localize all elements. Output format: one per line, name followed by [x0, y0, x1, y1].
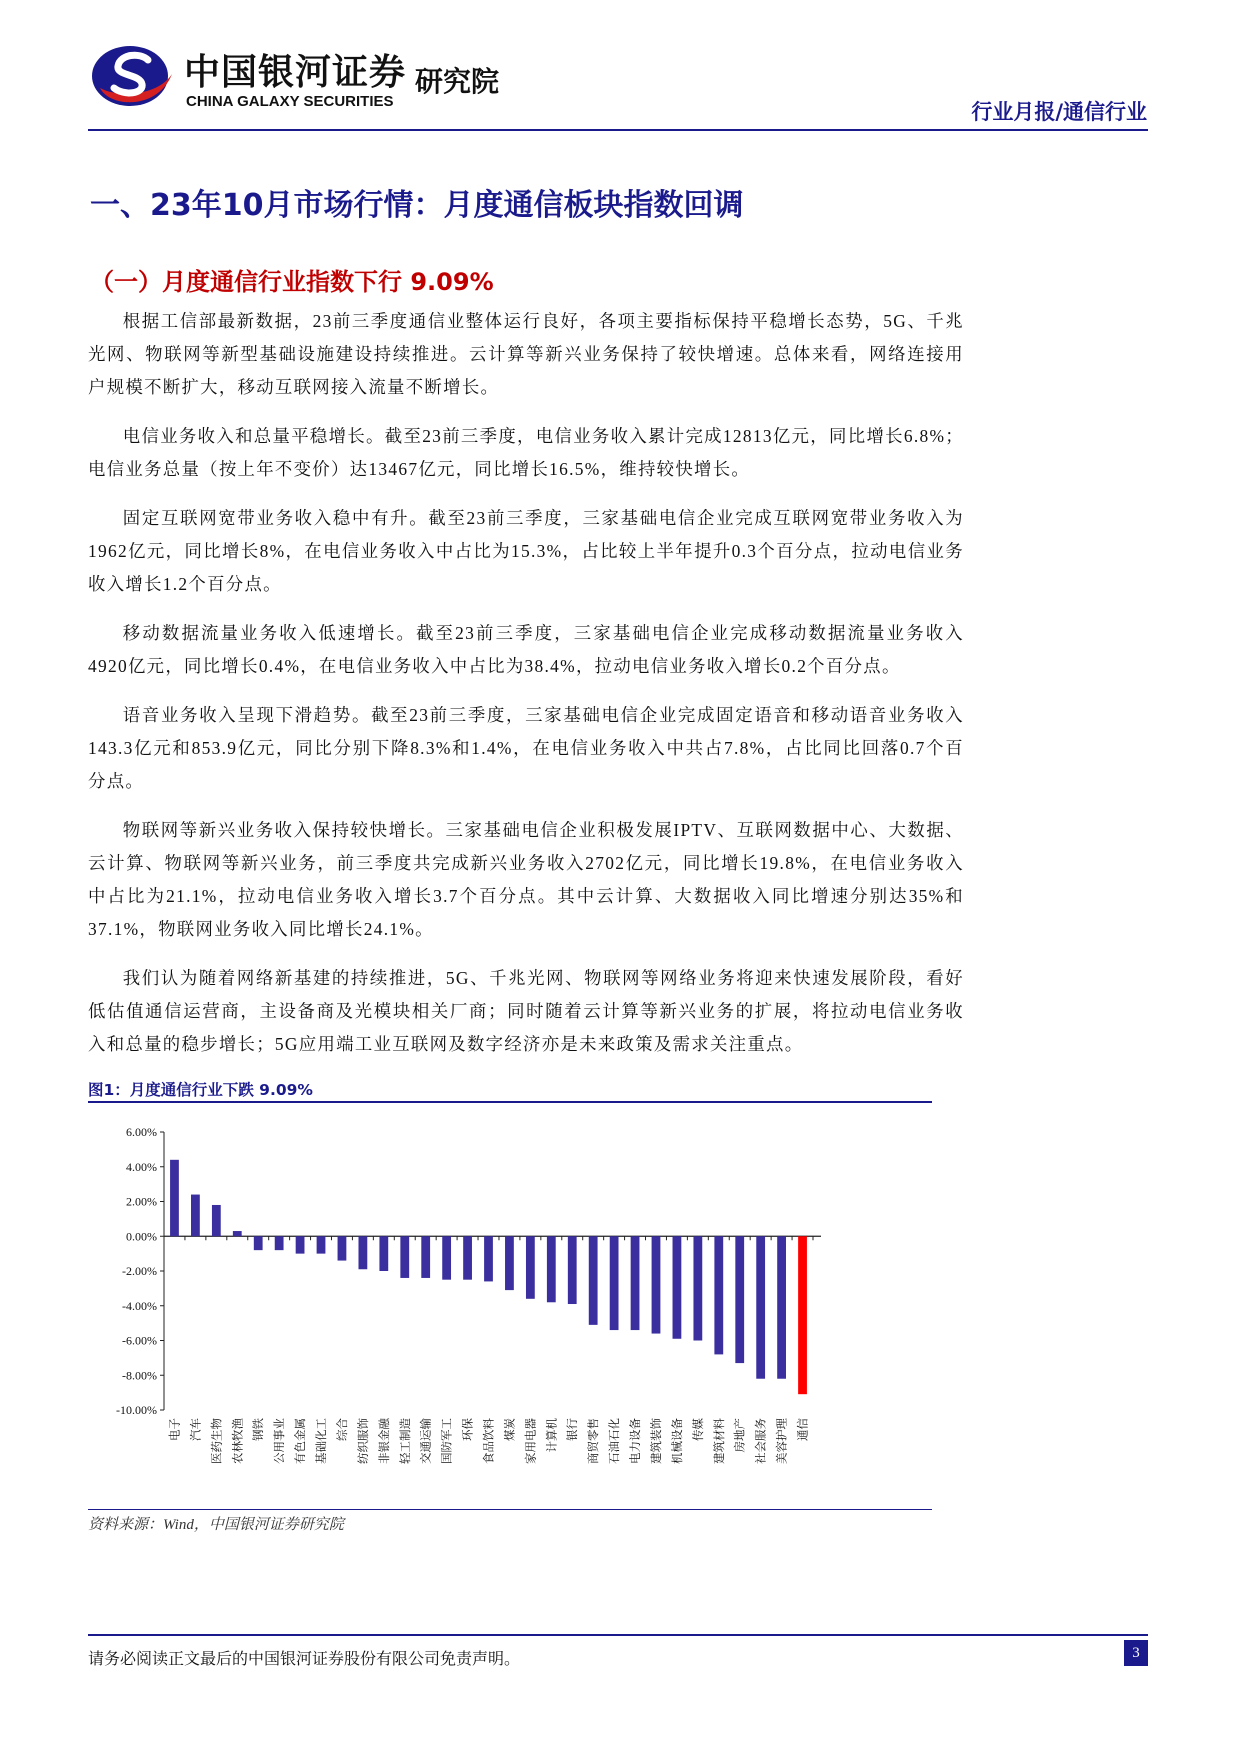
page-number: 3 — [1124, 1640, 1148, 1666]
bar — [652, 1236, 661, 1333]
bar — [379, 1236, 388, 1271]
paragraph: 语音业务收入呈现下滑趋势。截至23前三季度，三家基础电信企业完成固定语音和移动语音业务收入143.3亿元和853.9亿元，同比分别下降8.3%和1.4%，在电信业务收入中共占7.8%，占比同比回落0.7个百分点。 — [88, 705, 964, 791]
y-tick-label: 6.00% — [126, 1125, 157, 1139]
y-tick-label: -8.00% — [122, 1368, 157, 1383]
subsection-heading: （一）月度通信行业指数下行 9.09% — [90, 268, 494, 296]
category-label: 基础化工 — [314, 1418, 329, 1464]
bar — [212, 1205, 221, 1236]
category-label: 房地产 — [732, 1418, 747, 1453]
category-label: 建筑材料 — [711, 1418, 726, 1464]
bar — [442, 1236, 451, 1279]
category-label: 煤炭 — [502, 1418, 517, 1441]
bar — [338, 1236, 347, 1260]
category-label: 社会服务 — [753, 1418, 768, 1464]
bar — [296, 1236, 305, 1253]
category-label: 电力设备 — [628, 1418, 643, 1464]
bar — [170, 1160, 179, 1236]
bar — [233, 1231, 242, 1236]
figure-source: 资料来源：Wind，中国银河证券研究院 — [88, 1517, 344, 1533]
brand-name-en: CHINA GALAXY SECURITIES — [186, 93, 394, 110]
bar — [589, 1236, 598, 1325]
bar — [735, 1236, 744, 1363]
brand-name-cn: 中国银河证券 — [184, 52, 407, 93]
figure-divider-bottom — [88, 1509, 932, 1510]
bar — [610, 1236, 619, 1330]
category-label: 有色金属 — [293, 1418, 308, 1464]
header-divider — [88, 129, 1148, 131]
bar — [631, 1236, 640, 1330]
bar — [275, 1236, 284, 1250]
paragraph: 移动数据流量业务收入低速增长。截至23前三季度，三家基础电信企业完成移动数据流量业务收入4920亿元，同比增长0.4%，在电信业务收入中占比为38.4%，拉动电信业务收入增长0.2个百分点。 — [88, 623, 964, 676]
body-text — [88, 305, 964, 1077]
bar — [358, 1236, 367, 1269]
galaxy-logo-icon — [88, 38, 178, 116]
category-label: 农林牧渔 — [230, 1418, 245, 1464]
section-heading: 一、23年10月市场行情：月度通信板块指数回调 — [90, 188, 744, 223]
category-label: 非银金融 — [376, 1418, 391, 1464]
paragraph: 电信业务收入和总量平稳增长。截至23前三季度，电信业务收入累计完成12813亿元，同比增长6.8%；电信业务总量（按上年不变价）达13467亿元，同比增长16.5%，维持较快增长。 — [88, 426, 964, 479]
figure-divider-top — [88, 1101, 932, 1103]
y-tick-label: -4.00% — [122, 1298, 157, 1313]
paragraph: 根据工信部最新数据，23前三季度通信业整体运行良好，各项主要指标保持平稳增长态势，5G、千兆光网、物联网等新型基础设施建设持续推进。云计算等新兴业务保持了较快增速。总体来看，网络连接用户规模不断扩大，移动互联网接入流量不断增长。 — [88, 311, 964, 397]
paragraph: 物联网等新兴业务收入保持较快增长。三家基础电信企业积极发展IPTV、互联网数据中心、大数据、云计算、物联网等新兴业务，前三季度共完成新兴业务收入2702亿元，同比增长19.8%，在电信业务收入中占比为21.1%，拉动电信业务收入增长3.7个百分点。其中云计算、大数据收入同比增速分别达35%和37.1%，物联网业务收入同比增长24.1%。 — [88, 820, 964, 939]
category-label: 电子 — [167, 1418, 182, 1441]
y-tick-label: 4.00% — [126, 1159, 157, 1174]
disclaimer: 请务必阅读正文最后的中国银河证券股份有限公司免责声明。 — [88, 1649, 521, 1668]
report-tag: 行业月报/通信行业 — [971, 100, 1147, 124]
bar — [463, 1236, 472, 1279]
bar — [798, 1236, 807, 1394]
category-label: 轻工制造 — [397, 1418, 412, 1464]
category-label: 建筑装饰 — [648, 1418, 663, 1464]
category-label: 通信 — [795, 1418, 810, 1441]
category-label: 医药生物 — [209, 1418, 224, 1464]
y-tick-label: -2.00% — [122, 1264, 157, 1278]
bar — [191, 1195, 200, 1237]
category-label: 家用电器 — [523, 1418, 538, 1464]
figure-title: 图1：月度通信行业下跌 9.09% — [88, 1081, 313, 1099]
industry-return-bar-chart — [88, 1108, 932, 1506]
bar — [317, 1236, 326, 1253]
category-label: 机械设备 — [669, 1418, 684, 1464]
bar — [756, 1236, 765, 1378]
bar — [777, 1236, 786, 1378]
category-label: 国防军工 — [439, 1418, 454, 1464]
bar — [526, 1236, 535, 1299]
bar — [673, 1236, 682, 1339]
category-label: 商贸零售 — [586, 1418, 601, 1464]
bar — [400, 1236, 409, 1278]
category-label: 纺织服饰 — [355, 1418, 370, 1464]
paragraph: 我们认为随着网络新基建的持续推进，5G、千兆光网、物联网等网络业务将迎来快速发展阶段，看好低估值通信运营商，主设备商及光模块相关厂商；同时随着云计算等新兴业务的扩展，将拉动电信业务收入和总量的稳步增长；5G应用端工业互联网及数字经济亦是未来政策及需求关注重点。 — [88, 968, 964, 1054]
category-label: 钢铁 — [251, 1418, 266, 1441]
category-label: 银行 — [565, 1418, 580, 1441]
category-label: 计算机 — [544, 1418, 559, 1453]
category-label: 环保 — [460, 1418, 475, 1441]
category-label: 美容护理 — [774, 1418, 789, 1464]
footer-divider — [88, 1634, 1148, 1636]
y-tick-label: -10.00% — [116, 1403, 157, 1417]
y-tick-label: 2.00% — [126, 1194, 157, 1209]
bar — [421, 1236, 430, 1278]
bar — [568, 1236, 577, 1304]
category-label: 公用事业 — [272, 1418, 287, 1464]
y-tick-label: -6.00% — [122, 1333, 157, 1348]
category-label: 交通运输 — [418, 1418, 433, 1464]
bar — [693, 1236, 702, 1340]
bar — [484, 1236, 493, 1281]
category-label: 综合 — [334, 1418, 349, 1441]
category-label: 传媒 — [690, 1418, 705, 1441]
category-label: 汽车 — [188, 1418, 203, 1441]
bar — [505, 1236, 514, 1290]
bar — [254, 1236, 263, 1250]
category-label: 石油石化 — [607, 1418, 622, 1464]
category-label: 食品饮料 — [481, 1418, 496, 1464]
bar — [547, 1236, 556, 1302]
bar — [714, 1236, 723, 1354]
paragraph: 固定互联网宽带业务收入稳中有升。截至23前三季度，三家基础电信企业完成互联网宽带业务收入为1962亿元，同比增长8%，在电信业务收入中占比为15.3%，占比较上半年提升0.3个百分点，拉动电信业务收入增长1.2个百分点。 — [88, 508, 964, 594]
brand-logo — [88, 38, 538, 116]
y-tick-label: 0.00% — [126, 1229, 157, 1244]
institute-label: 研究院 — [415, 65, 500, 98]
